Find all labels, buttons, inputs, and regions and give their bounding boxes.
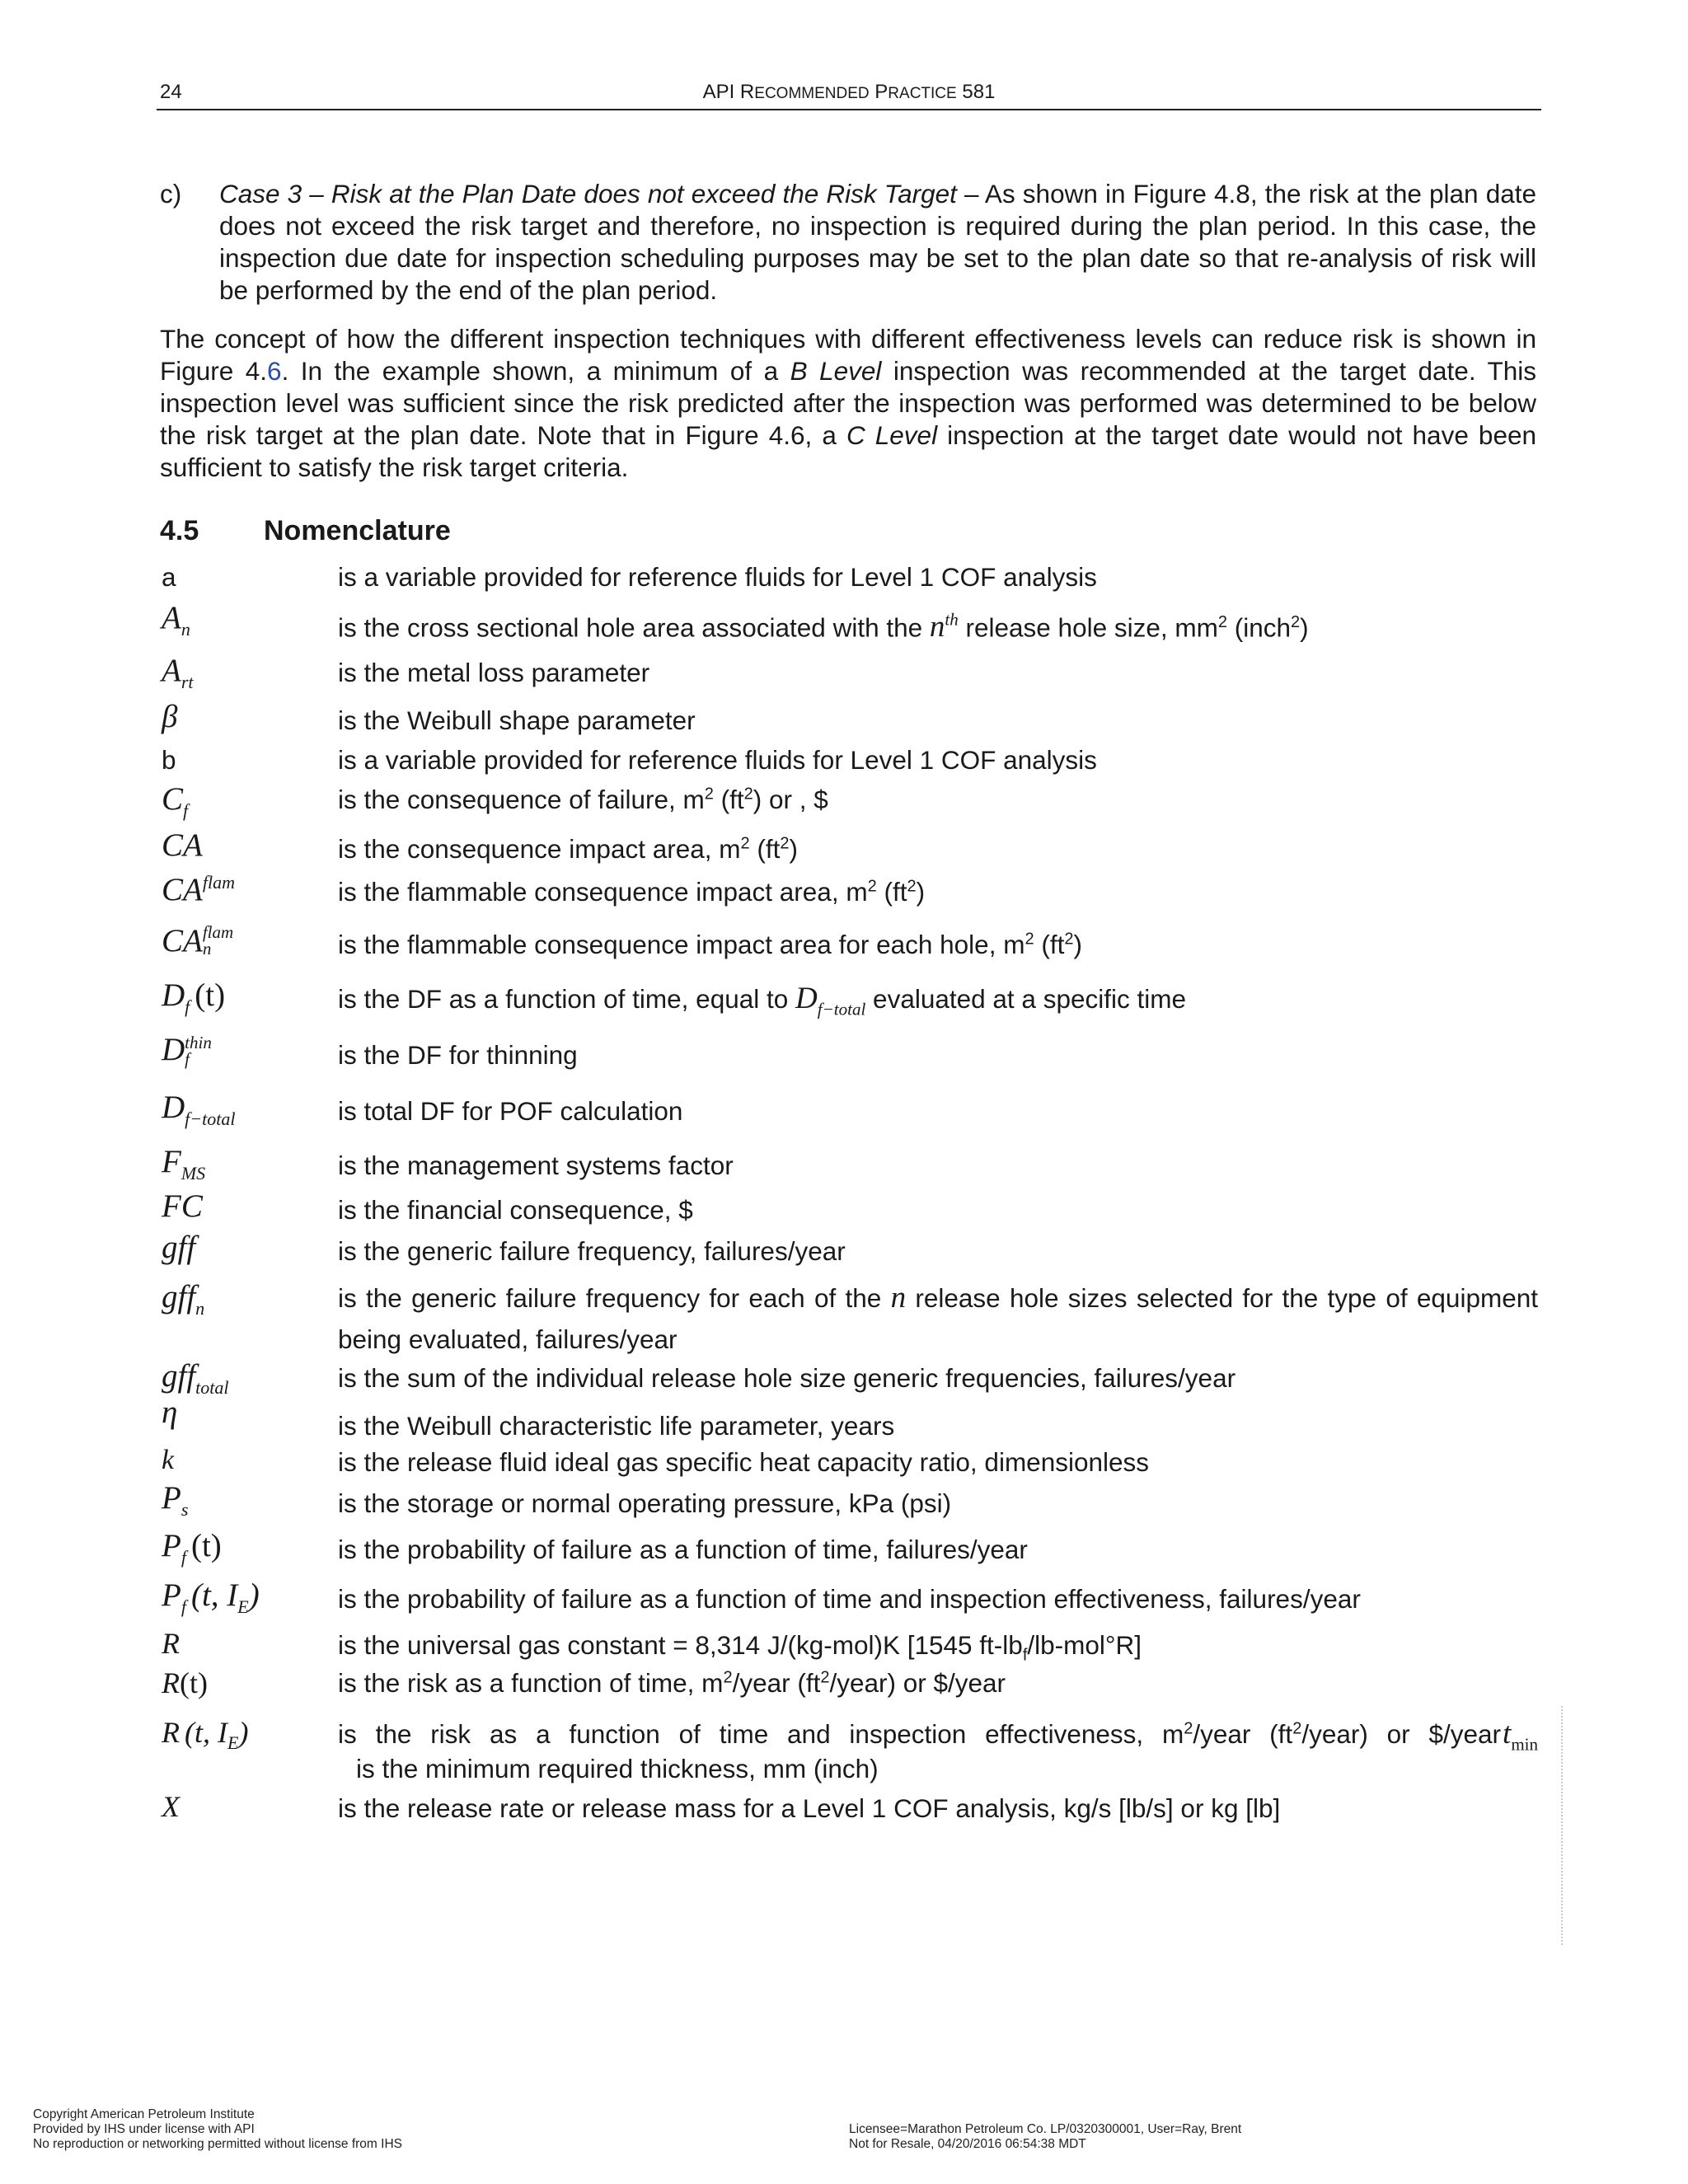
concept-paragraph: The concept of how the different inspection techniques with different effectiveness levels can reduce risk is shown in Figure 4.6. In the example shown, a minimum of a B Level inspection was recommended at the target date. This inspection level was sufficient since the risk predicted after the inspection was performed was determined to be below the risk target at the plan date. Note that in Figure 4.6, a C Level inspection at the target date would not have been sufficient to satisfy the risk target criteria. [160,324,1536,482]
footer-right: Licensee=Marathon Petroleum Co. LP/0320300001, User=Ray, Brent Not for Resale, 04/20/2016 06:54:38 MDT [849,2122,1242,2151]
figure-link[interactable]: 6 [267,356,282,386]
case-3-title: Case 3 – Risk at the Plan Date does not exceed the Risk Target [219,179,957,209]
document-page: 24 API RECOMMENDED PRACTICE 581 c) Case 3 – Risk at the Plan Date does not exceed the Risk Target – As shown in Figure 4.8, the risk at the plan date does not exceed the risk target and therefore, no inspection is required during the plan period. In this case, the inspection due date for inspection scheduling purposes may be set to the plan date so that re-analysis of risk will be performed by the end of the plan period. The concept of how the different inspection techniques with different effectiveness levels can reduce risk is shown in Figure 4.6. In the example shown, a minimum of a B Level inspection was recommended at the target date. This inspection level was sufficient since the risk predicted after the inspection was performed was determined to be below the risk target at the plan date. Note that in Figure 4.6, a C Level inspection at the target date would not have been sufficient to satisfy the risk target criteria. 4.5 Nomenclature a is a variable provided for reference fluids for Level 1 COF analysis $A_n$ is the cross sectional hole area associated with the $n^{th}$ release hole size, $mm^2$ (inch$^2$) $A_{rt}$ is the metal loss parameter β is the Weibull shape parameter b is a variable provided for reference fluids for Level 1 COF analysis $C_f$ is the consequence of failure, $m^2$ $(ft^2)$ or , $ CA is the consequence impact area, $m^2$ $(ft^2)$ $CA^{flam}$ is the flammable consequence impact area, $m^2$ $(ft^2)$ CAflam n is the flammable consequence impact area for each hole, $m^2$ $(ft^2)$ $D_f$ (t) is the DF as a function of time, equal to $D_{f-total}$ evaluated at a specific time Dthin f is the DF for thinning $D_{f-total}$ is total DF for POF calculation $F_{MS}$ is the management systems factor FC is the financial consequence, $ gff is the generic failure frequency, failures/year gff$_n$ is the generic failure frequency for each of the n release hole sizes selected for the type of equipment being evaluated, failures/year gff$_{total}$ is the sum of the individual release hole size generic frequencies, failures/year η is the Weibull characteristic life parameter, years k is the release fluid ideal gas specific heat capacity ratio, dimensionless $P_s$ is the storage or normal operating pressure, kPa (psi) $P_f$ (t) is the probability of failure as a function of time, failures/year $P_f$ (t, $I_E$) is the probability of failure as a function of time and inspection effectiveness, failures/year R is the universal gas constant = 8,314 J/(kg-mol)K [1545 $ft-lb_f/lb-mol^\circ R$] R(t) is the risk as a function of time, $m^2$/year $(ft^2/year)$ or $/year R (t, $I_E$) is the risk as a function of time and inspection effectiveness, $m^2$/year $(ft^2/year)$ or $/yeart$_{min}$ is the minimum required thickness, mm (inch) X is the release rate or release mass for a Level 1 COF analysis, kg/s [lb/s] or kg [lb] Copyright American Petroleum Institute Provided by IHS under license with API No reproduction or networking permitted without license from IHS Licensee=Marathon Petroleum Co. LP/0320300001, User=Ray, Brent Not for Resale, 04/20/2016 06:54:38 MDT [0,0,1688,2184]
case-3-paragraph: c) Case 3 – Risk at the Plan Date does not exceed the Risk Target – As shown in Figure 4.8, the risk at the plan date does not exceed the risk target and therefore, no inspection is required during the plan period. In this case, the inspection due date for inspection scheduling purposes may be set to the plan date so that re-analysis of risk will be performed by the end of the plan period. [160,179,1536,305]
list-label: c) [160,179,182,209]
header-title: API RECOMMENDED PRACTICE 581 [702,81,996,103]
footer-left: Copyright American Petroleum Institute Provided by IHS under license with API No reproduction or networking permitted without license from IHS [33,2107,402,2151]
section-heading: 4.5 Nomenclature [160,515,451,546]
running-header [157,79,1541,110]
t-min-symbol: $t_{min}$ [1503,1717,1538,1755]
margin-dotted-mark [1561,1706,1564,1945]
page-number: 24 [160,81,182,103]
